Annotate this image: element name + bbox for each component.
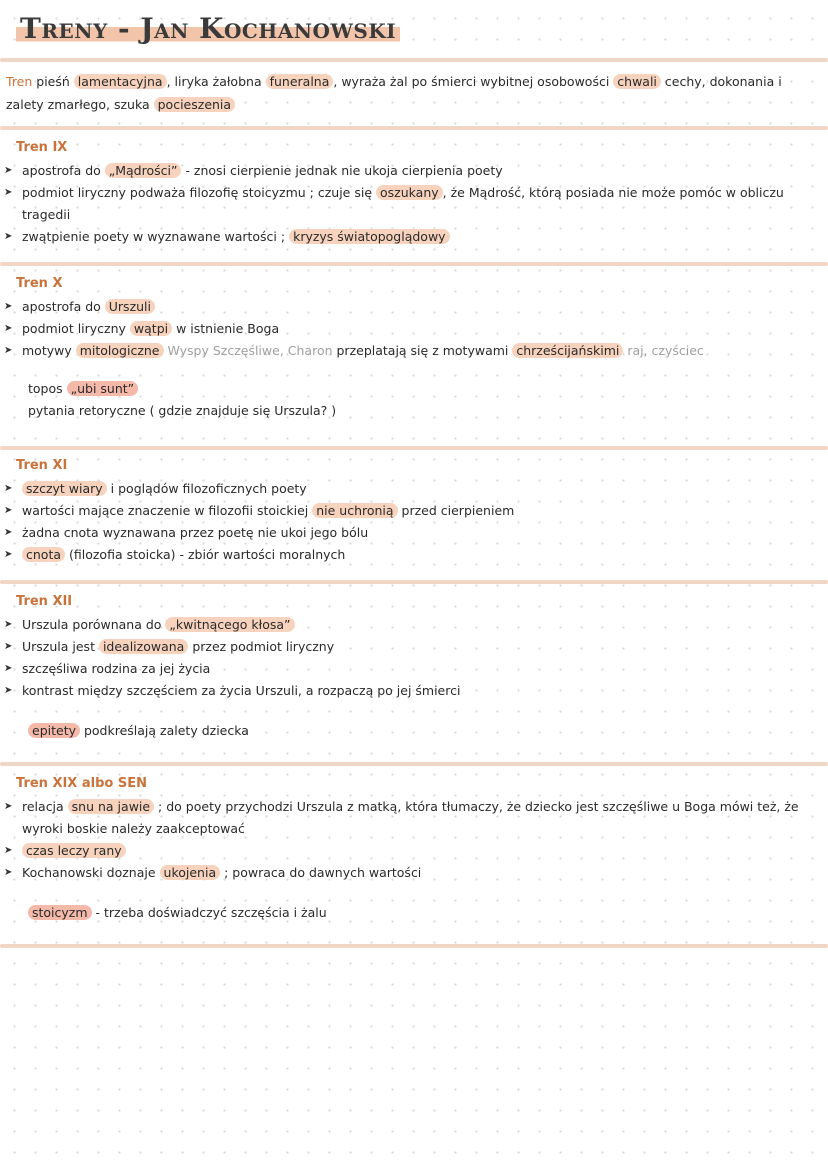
divider <box>0 580 828 584</box>
section-tren-12 <box>0 592 828 742</box>
divider <box>0 446 828 450</box>
bullet-list <box>0 796 828 884</box>
list-item: ➤ motywy mitologiczne Wyspy Szczęśliwe, Charon przeplatają się z motywami chrześcijańskimi raj, czyściec <box>0 340 828 362</box>
section-tren-11 <box>0 456 828 566</box>
list-item: ➤ cnota (filozofia stoicka) - zbiór wartości moralnych <box>0 544 828 566</box>
bullet-list <box>0 614 828 702</box>
highlight: ukojenia <box>160 865 221 880</box>
divider <box>0 944 828 948</box>
bullet-list <box>0 478 828 566</box>
questions-note: pytania retoryczne ( gdzie znajduje się Urszula? ) <box>28 403 337 418</box>
highlight: kryzys światopoglądowy <box>289 229 450 244</box>
section-heading: Tren XII <box>16 594 73 609</box>
highlight: idealizowana <box>99 639 188 654</box>
list-item: ➤ Urszula jest idealizowana przez podmiot liryczny <box>0 636 828 658</box>
section-tren-9 <box>0 138 828 248</box>
page-title: Treny - Jan Kochanowski <box>16 10 400 48</box>
highlight: „ubi sunt” <box>67 381 139 396</box>
bullet-list <box>0 160 828 248</box>
highlight: „kwitnącego kłosa” <box>165 617 294 632</box>
list-item <box>0 840 828 862</box>
stoicism-note: stoicyzm - trzeba doświadczyć szczęścia i żalu <box>0 902 828 924</box>
list-item: ➤ szczęśliwa rodzina za jej życia <box>0 658 828 680</box>
list-item: ➤ relacja snu na jawie ; do poety przychodzi Urszula z matką, która tłumaczy, że dziecko jest szczęśliwe u Boga mówi też, że wyroki boskie należy zaakceptować <box>0 796 828 840</box>
intro-term: Tren <box>6 74 33 89</box>
section-heading: Tren X <box>16 276 63 291</box>
list-item: ➤ kontrast między szczęściem za życia Urszuli, a rozpaczą po jej śmierci <box>0 680 828 702</box>
epitety-note: epitety podkreślają zalety dziecka <box>0 720 828 742</box>
highlight: Urszuli <box>105 299 155 314</box>
divider <box>0 262 828 266</box>
list-item: ➤ apostrofa do Urszuli <box>0 296 828 318</box>
list-item: ➤ wartości mające znaczenie w filozofii stoickiej nie uchronią przed cierpieniem <box>0 500 828 522</box>
highlight: funeralna <box>266 74 334 89</box>
section-heading: Tren XI <box>16 458 68 473</box>
section-tren-10 <box>0 274 828 422</box>
highlight: czas leczy rany <box>22 843 126 858</box>
highlight: chwali <box>613 74 661 89</box>
divider <box>0 58 828 62</box>
list-item: ➤ zwątpienie poety w wyznawane wartości ; kryzys światopoglądowy <box>0 226 828 248</box>
highlight: epitety <box>28 723 80 738</box>
list-item: ➤ Kochanowski doznaje ukojenia ; powraca do dawnych wartości <box>0 862 828 884</box>
highlight: nie uchronią <box>312 503 397 518</box>
list-item: ➤ podmiot liryczny podważa filozofię stoicyzmu ; czuje się oszukany , że Mądrość, którą posiada nie może pomóc w obliczu tragedii <box>0 182 828 226</box>
list-item: ➤ podmiot liryczny wątpi w istnienie Boga <box>0 318 828 340</box>
section-tren-19 <box>0 774 828 924</box>
highlight: wątpi <box>130 321 172 336</box>
divider <box>0 126 828 130</box>
section-heading: Tren XIX albo SEN <box>16 776 147 791</box>
highlight: oszukany <box>376 185 443 200</box>
highlight: szczyt wiary <box>22 481 107 496</box>
highlight: cnota <box>22 547 65 562</box>
list-item: ➤ apostrofa do „Mądrości” - znosi cierpienie jednak nie ukoja cierpienia poety <box>0 160 828 182</box>
highlight: snu na jawie <box>68 799 154 814</box>
bullet-list <box>0 296 828 362</box>
list-item: ➤ żadna cnota wyznawana przez poetę nie ukoi jego bólu <box>0 522 828 544</box>
highlight: lamentacyjna <box>74 74 167 89</box>
list-item: ➤ szczyt wiary i poglądów filozoficznych poety <box>0 478 828 500</box>
divider <box>0 762 828 766</box>
intro-paragraph: Tren pieśń lamentacyjna , liryka żałobna funeralna , wyraża żal po śmierci wybitnej osobowości chwali cechy, dokonania i zalety zmarłego, szuka pocieszenia <box>6 74 782 112</box>
topos-note: topos „ubi sunt” <box>0 378 828 400</box>
highlight: pocieszenia <box>154 97 235 112</box>
list-item: ➤ Urszula porównana do „kwitnącego kłosa” <box>0 614 828 636</box>
section-heading: Tren IX <box>16 140 68 155</box>
highlight: stoicyzm <box>28 905 92 920</box>
highlight: chrześcijańskimi <box>512 343 623 358</box>
highlight: „Mądrości” <box>105 163 182 178</box>
highlight: mitologiczne <box>76 343 164 358</box>
